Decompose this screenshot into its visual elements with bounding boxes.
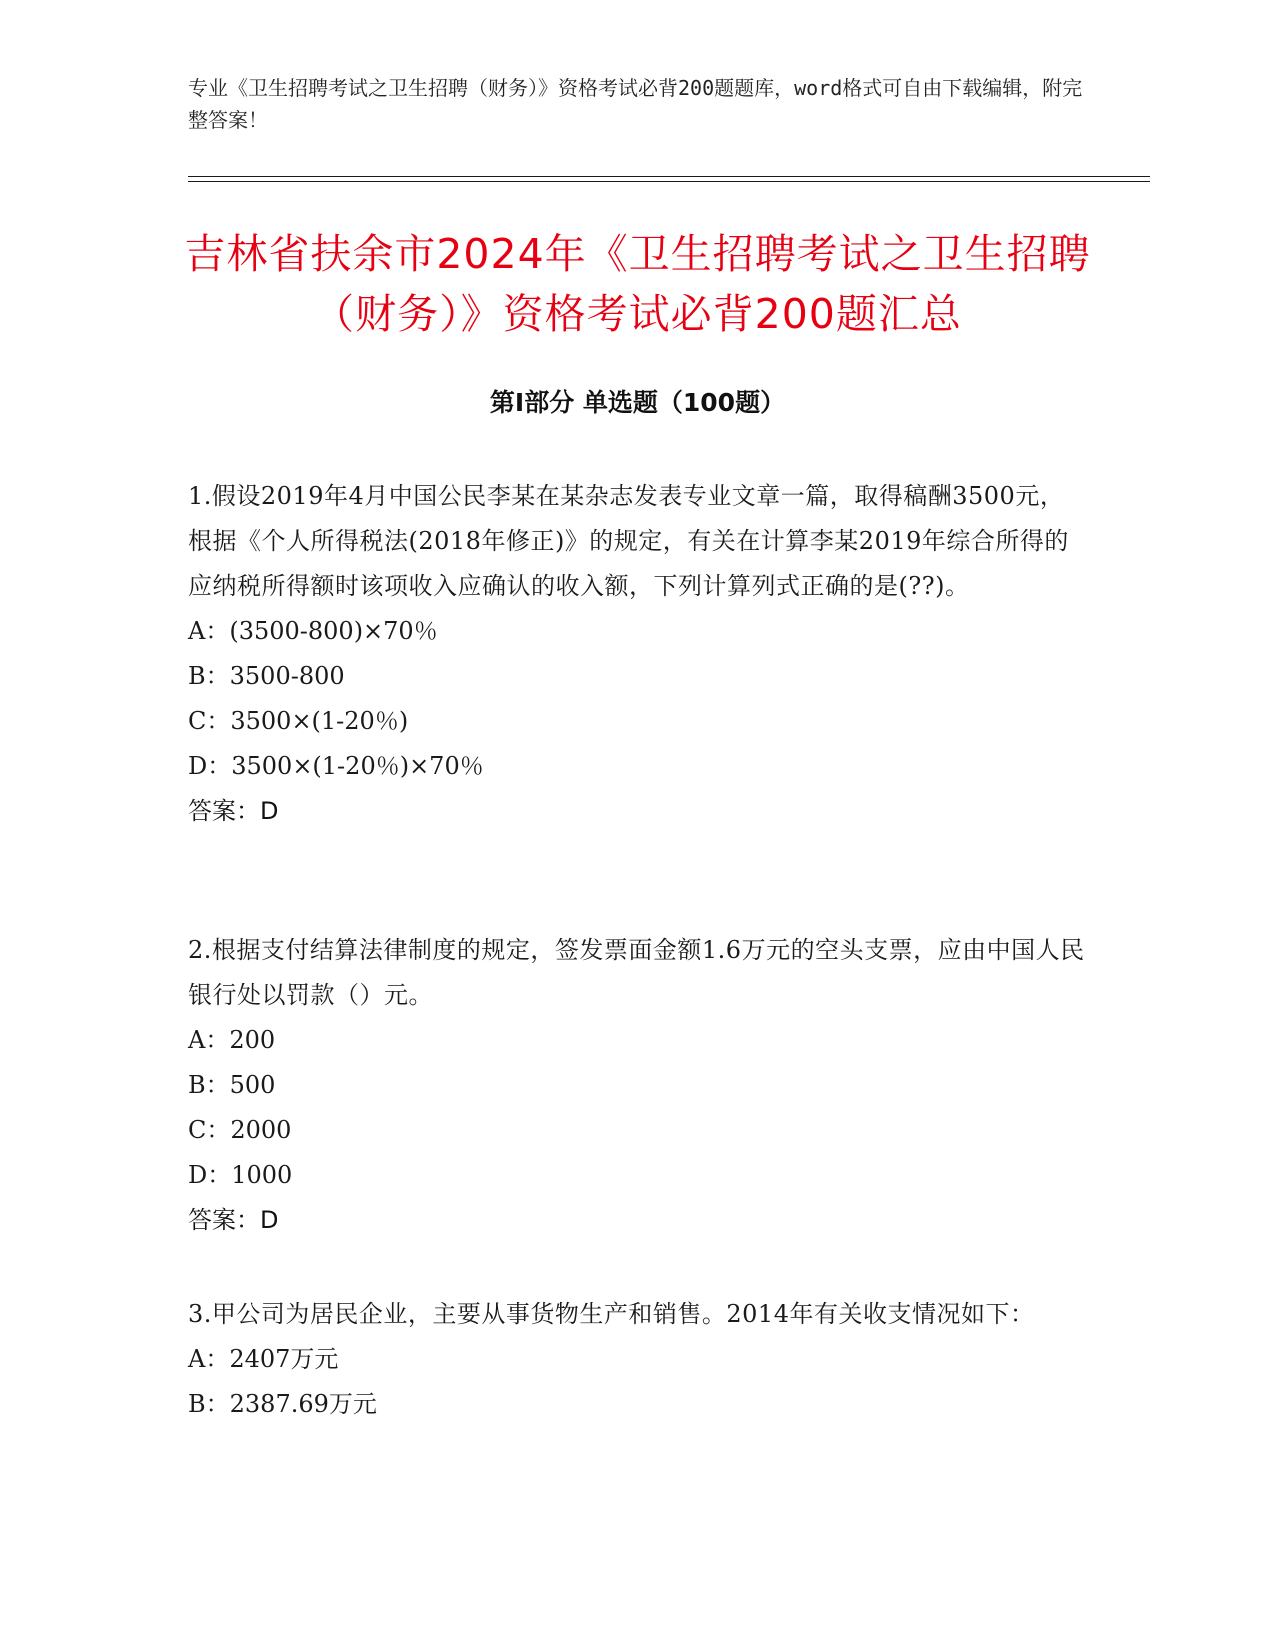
question-2 (188, 928, 1088, 1243)
option-a: A：200 (188, 1026, 276, 1054)
header-rule-top (188, 176, 1150, 177)
option-c: C：2000 (188, 1116, 292, 1144)
option-d: D：1000 (188, 1161, 293, 1189)
header-rule-bottom (188, 181, 1150, 182)
option-c: C：3500×(1-20％) (188, 707, 409, 735)
question-1 (188, 474, 1088, 834)
question-stem: 1.假设2019年4月中国公民李某在某杂志发表专业文章一篇，取得稿酬3500元，根据《个人所得税法(2018年修正)》的规定，有关在计算李某2019年综合所得的应纳税所得额时该项收入应确认的收入额，下列计算列式正确的是(??)。 (188, 482, 1069, 600)
answer: 答案：D (188, 1206, 279, 1234)
option-b: B：2387.69万元 (188, 1390, 377, 1418)
document-title: 吉林省扶余市2024年《卫生招聘考试之卫生招聘（财务）》资格考试必背200题汇总 (184, 230, 1091, 338)
answer: 答案：D (188, 797, 279, 825)
header-note: 专业《卫生招聘考试之卫生招聘（财务）》资格考试必背200题题库，word格式可自由下载编辑，附完整答案！ (188, 76, 1083, 132)
question-stem: 3.甲公司为居民企业，主要从事货物生产和销售。2014年有关收支情况如下： (188, 1300, 1035, 1328)
option-a: A：2407万元 (188, 1345, 339, 1373)
question-3 (188, 1292, 1088, 1427)
option-b: B：500 (188, 1071, 276, 1099)
option-d: D：3500×(1-20％)×70％ (188, 752, 484, 780)
option-b: B：3500-800 (188, 662, 345, 690)
section-title: 第Ⅰ部分 单选题（100题） (489, 388, 786, 417)
option-a: A：(3500-800)×70％ (188, 617, 438, 645)
question-stem: 2.根据支付结算法律制度的规定，签发票面金额1.6万元的空头支票，应由中国人民银行处以罚款（）元。 (188, 936, 1085, 1009)
